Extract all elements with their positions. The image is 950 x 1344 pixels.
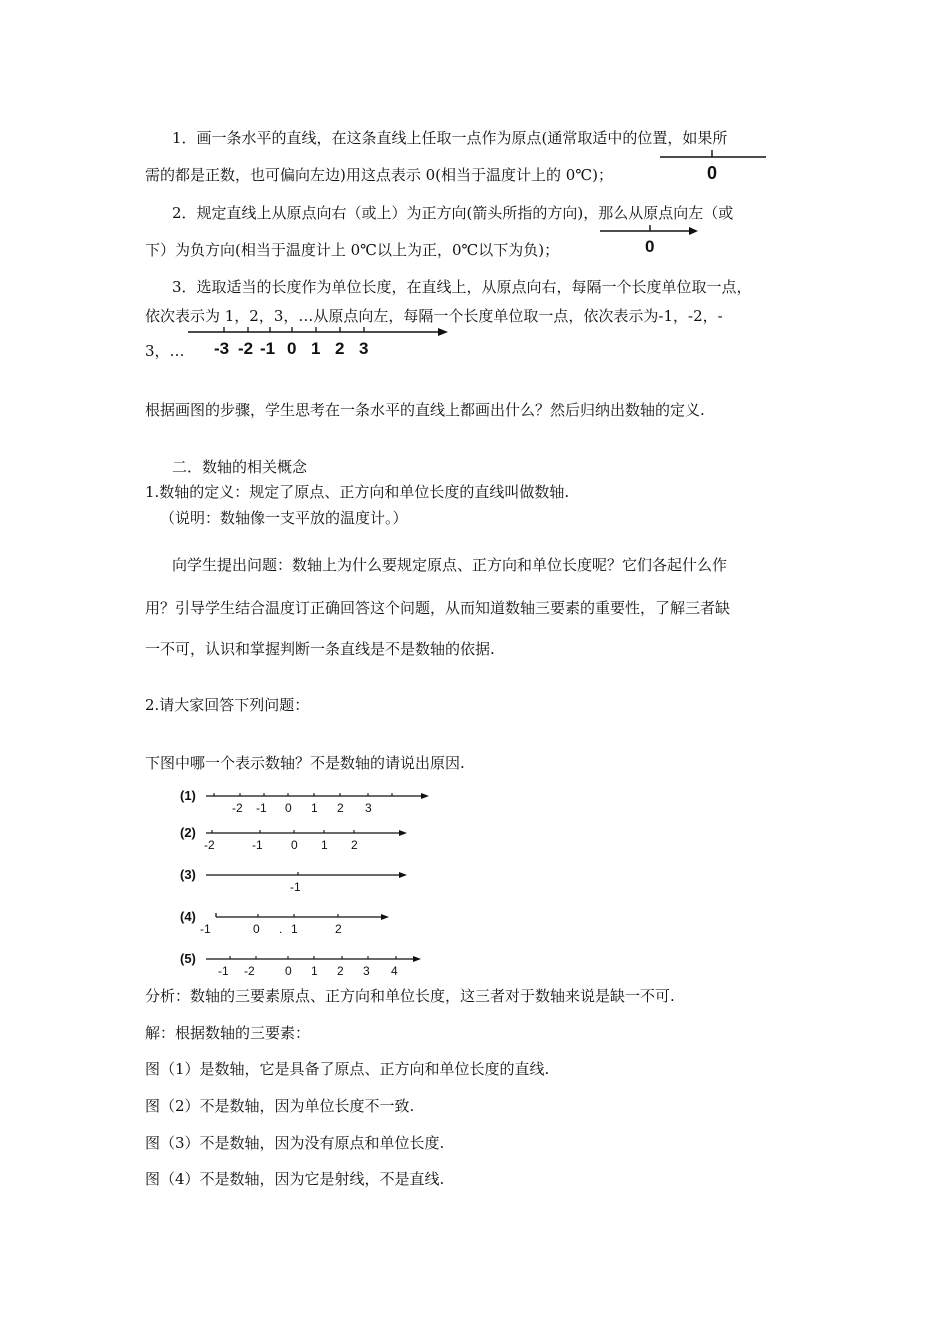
unit-tick-label: 2 — [335, 339, 345, 358]
f5-tick-label: 0 — [285, 964, 292, 978]
f5-tick-label: 3 — [363, 964, 370, 978]
unit-tick-label: 1 — [311, 339, 321, 358]
step3-line1: 3．选取适当的长度作为单位长度，在直线上，从原点向右，每隔一个长度单位取一点， — [172, 278, 752, 296]
unit-tick-label: -1 — [260, 339, 276, 358]
f4-tick-label: 2 — [335, 922, 342, 936]
f1-tick-label: 3 — [365, 801, 372, 815]
fig3-tag: (3) — [180, 867, 196, 882]
step3-line2: 依次表示为 1，2，3，…从原点向左，每隔一个长度单位取一点，依次表示为-1，-2，- — [145, 307, 723, 325]
number-line-figures — [178, 782, 438, 982]
f2-tick-label: -2 — [204, 838, 215, 852]
f3-tick-label: -1 — [290, 880, 301, 894]
f1-tick-label: 2 — [337, 801, 344, 815]
unit-tick-label: 3 — [359, 339, 369, 358]
f2-tick-label: 1 — [321, 838, 328, 852]
answer-1: 图（1）是数轴，它是具备了原点、正方向和单位长度的直线. — [145, 1060, 550, 1078]
analysis: 分析：数轴的三要素原点、正方向和单位长度，这三者对于数轴来说是缺一不可. — [145, 987, 675, 1005]
definition-note: （说明：数轴像一支平放的温度计。） — [160, 509, 408, 527]
answer-3: 图（3）不是数轴，因为没有原点和单位长度. — [145, 1134, 445, 1152]
f4-tick-label: 0 — [253, 922, 260, 936]
answer-2: 图（2）不是数轴，因为单位长度不一致. — [145, 1097, 415, 1115]
direction-line-figure — [598, 222, 702, 258]
fig1-tag: (1) — [180, 788, 196, 803]
f5-tick-label: -1 — [218, 964, 229, 978]
step3-line3: 3，… — [145, 342, 185, 360]
f1-tick-label: -2 — [232, 801, 243, 815]
f2-tick-label: 2 — [351, 838, 358, 852]
unit-tick-label: -3 — [214, 339, 230, 358]
step1-line2: 需的都是正数，也可偏向左边)用这点表示 0(相当于温度计上的 0℃)； — [145, 166, 613, 184]
unit-tick-label: -2 — [238, 339, 254, 358]
answer-4: 图（4）不是数轴，因为它是射线，不是直线. — [145, 1170, 445, 1188]
unit-tick-label: 0 — [287, 339, 297, 358]
ask-line: 2.请大家回答下列问题： — [145, 696, 310, 714]
question-line1: 向学生提出问题：数轴上为什么要规定原点、正方向和单位长度呢？它们各起什么作 — [172, 556, 728, 574]
fig4-tag: (4) — [180, 909, 196, 924]
f4-tick-label: 1 — [291, 922, 298, 936]
origin-label-2: 0 — [645, 237, 655, 256]
unit-length-figure — [186, 322, 452, 362]
step2-line1: 2．规定直线上从原点向右（或上）为正方向(箭头所指的方向)，那么从原点向左（或 — [172, 204, 734, 222]
question-line2: 用？引导学生结合温度订正确回答这个问题，从而知道数轴三要素的重要性，了解三者缺 — [145, 599, 731, 617]
f5-tick-label: 1 — [311, 964, 318, 978]
question-line3: 一不可，认识和掌握判断一条直线是不是数轴的依据. — [145, 640, 495, 658]
section-heading: 二．数轴的相关概念 — [172, 458, 308, 476]
origin-line-figure — [658, 145, 770, 185]
step2-line2: 下）为负方向(相当于温度计上 0℃以上为正，0℃以下为负)； — [145, 241, 560, 259]
f2-tick-label: 0 — [291, 838, 298, 852]
f5-tick-label: 2 — [337, 964, 344, 978]
f1-tick-label: 0 — [285, 801, 292, 815]
summary-paragraph: 根据画图的步骤，学生思考在一条水平的直线上都画出什么？然后归纳出数轴的定义. — [145, 401, 705, 419]
f1-tick-label: -1 — [256, 801, 267, 815]
definition: 1.数轴的定义：规定了原点、正方向和单位长度的直线叫做数轴. — [145, 483, 570, 501]
f5-tick-label: -2 — [244, 964, 255, 978]
f4-tick-label: -1 — [200, 922, 211, 936]
f5-tick-label: 4 — [391, 964, 398, 978]
f2-tick-label: -1 — [252, 838, 263, 852]
fig2-tag: (2) — [180, 825, 196, 840]
step1-line1: 1．画一条水平的直线，在这条直线上任取一点作为原点(通常取适中的位置，如果所 — [172, 129, 728, 147]
fig5-tag: (5) — [180, 951, 196, 966]
f1-tick-label: 1 — [311, 801, 318, 815]
figure-question: 下图中哪一个表示数轴？不是数轴的请说出原因. — [145, 754, 465, 772]
origin-label: 0 — [707, 163, 718, 183]
solution-intro: 解：根据数轴的三要素： — [145, 1024, 311, 1042]
f4-tick-label: . — [279, 922, 283, 936]
